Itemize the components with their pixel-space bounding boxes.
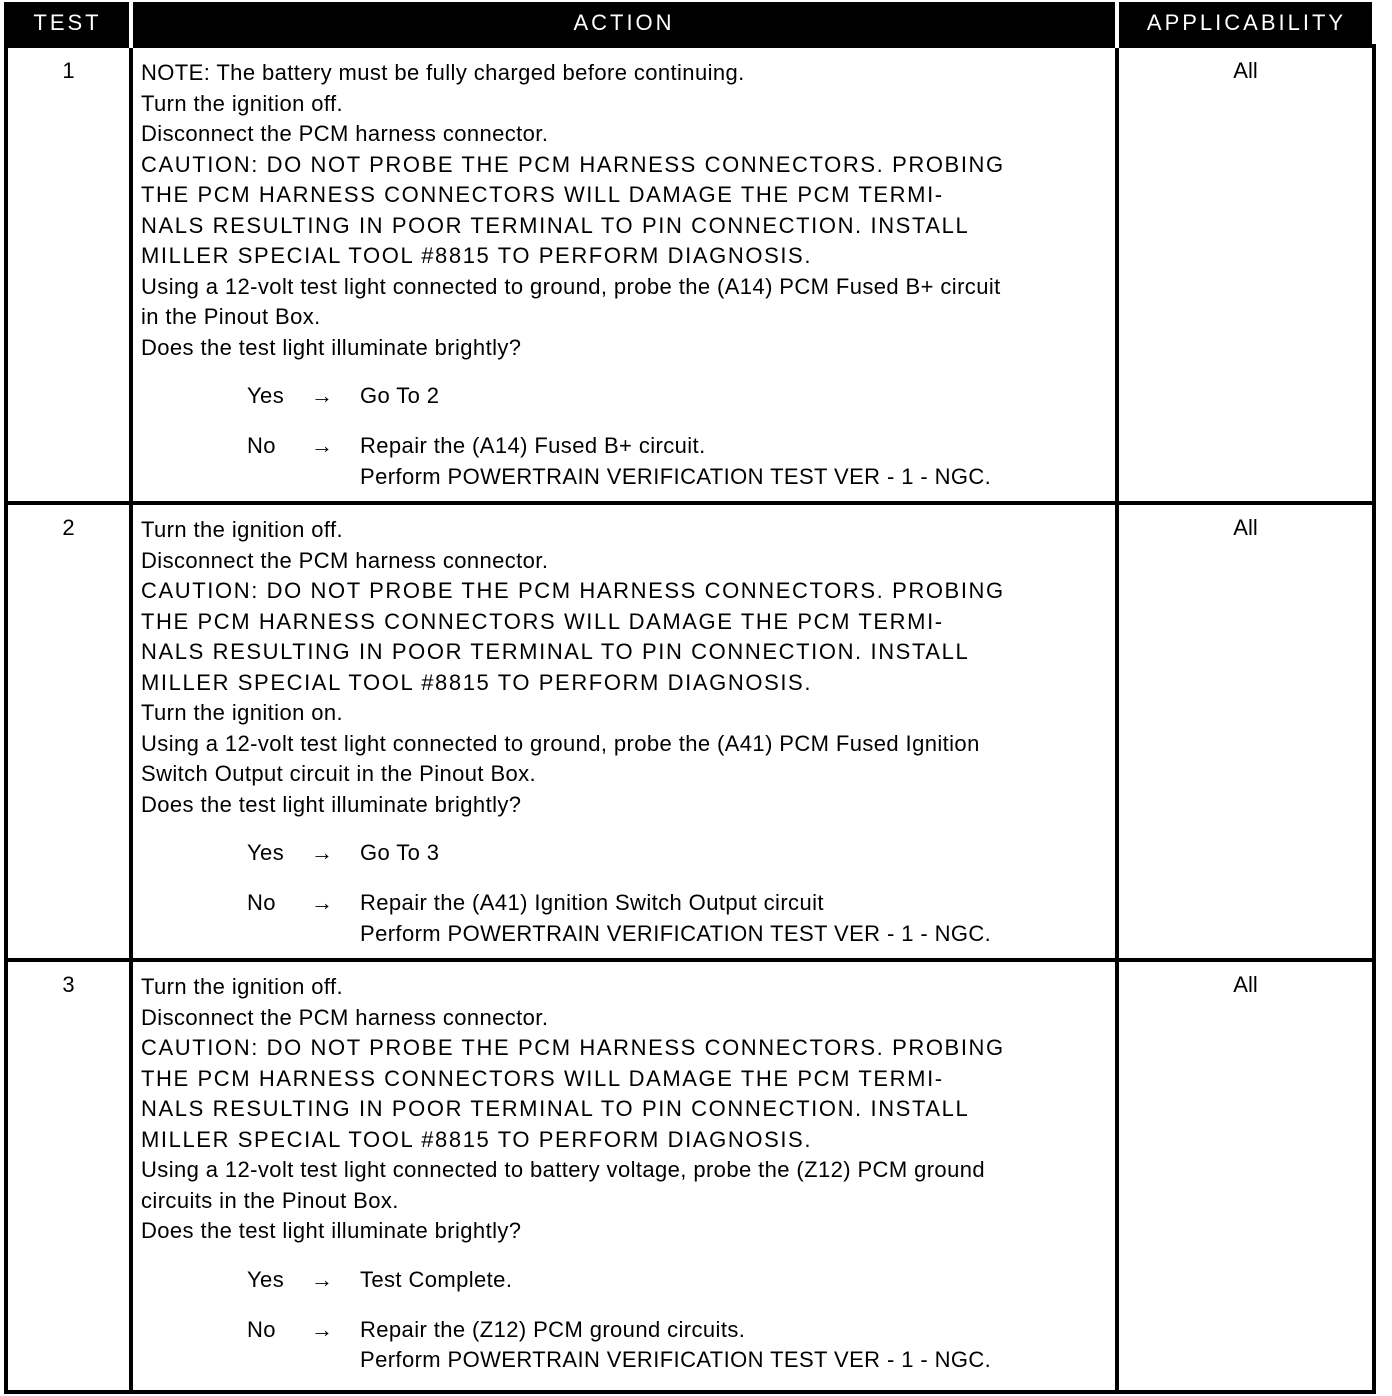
- yes-label: Yes: [247, 383, 285, 408]
- no-label: No: [247, 1316, 276, 1342]
- arrow-icon: →: [311, 890, 334, 915]
- no-result-line: Perform POWERTRAIN VERIFICATION TEST VER - 1 - NGC.: [360, 1347, 992, 1372]
- action-line: Turn the ignition on.: [141, 700, 344, 725]
- table-body: [6, 46, 1374, 1392]
- header-applicability: APPLICABILITY: [1117, 2, 1374, 46]
- action-line: Does the test light illuminate brightly?: [141, 791, 522, 817]
- test-number: 2: [6, 503, 131, 960]
- no-result-line: Perform POWERTRAIN VERIFICATION TEST VER - 1 - NGC.: [360, 463, 992, 489]
- action-cell: [131, 46, 1117, 503]
- action-line: Disconnect the PCM harness connector.: [141, 1004, 549, 1030]
- action-line: Turn the ignition off.: [141, 974, 344, 999]
- table-row: [6, 46, 1374, 503]
- applicability-cell: All: [1117, 503, 1374, 960]
- caution-line: NALS RESULTING IN POOR TERMINAL TO PIN CONNECTION. INSTALL: [141, 639, 970, 664]
- yes-branch: [141, 1265, 1107, 1315]
- yes-label: Yes: [247, 1266, 285, 1292]
- no-result-line: Perform POWERTRAIN VERIFICATION TEST VER - 1 - NGC.: [360, 920, 992, 946]
- no-branch: [141, 1315, 1107, 1377]
- no-result: [360, 1315, 991, 1376]
- yes-result: Go To 2: [360, 383, 440, 408]
- yes-branch: [141, 381, 1107, 431]
- caution-line: CAUTION: DO NOT PROBE THE PCM HARNESS CONNECTORS. PROBING: [141, 151, 1005, 177]
- action-line: Does the test light illuminate brightly?: [141, 1218, 522, 1243]
- yes-label: Yes: [247, 840, 285, 865]
- action-line: Using a 12-volt test light connected to ground, probe the (A14) PCM Fused B+ circuit: [141, 273, 1001, 299]
- action-cell: [131, 503, 1117, 960]
- header-action: ACTION: [131, 2, 1117, 46]
- caution-line: NALS RESULTING IN POOR TERMINAL TO PIN CONNECTION. INSTALL: [141, 212, 970, 238]
- no-result-line: Repair the (Z12) PCM ground circuits.: [360, 1316, 746, 1342]
- action-line: in the Pinout Box.: [141, 304, 321, 329]
- action-line: Turn the ignition off.: [141, 517, 344, 542]
- caution-line: CAUTION: DO NOT PROBE THE PCM HARNESS CONNECTORS. PROBING: [141, 1035, 1005, 1060]
- action-line: Turn the ignition off.: [141, 90, 344, 116]
- test-number: 1: [6, 46, 131, 503]
- table-header: [6, 2, 1374, 46]
- applicability-cell: All: [1117, 46, 1374, 503]
- diagnostic-test-table: [4, 2, 1376, 1394]
- action-line: Using a 12-volt test light connected to ground, probe the (A41) PCM Fused Ignition: [141, 730, 980, 756]
- test-number: 3: [6, 960, 131, 1392]
- no-label: No: [247, 433, 276, 458]
- action-line: Switch Output circuit in the Pinout Box.: [141, 761, 537, 786]
- caution-line: THE PCM HARNESS CONNECTORS WILL DAMAGE THE PCM TERMI-: [141, 182, 944, 207]
- action-cell: [131, 960, 1117, 1392]
- table-row: [6, 960, 1374, 1392]
- no-branch: [141, 888, 1107, 950]
- action-line: circuits in the Pinout Box.: [141, 1187, 399, 1213]
- yes-branch: [141, 838, 1107, 888]
- no-result-line: Repair the (A41) Ignition Switch Output circuit: [360, 890, 824, 915]
- no-result: [360, 888, 991, 949]
- arrow-icon: →: [311, 433, 334, 458]
- yes-result: Go To 3: [360, 840, 440, 865]
- action-line: Disconnect the PCM harness connector.: [141, 121, 549, 146]
- arrow-icon: →: [311, 840, 334, 865]
- diagnostic-table-frame: [4, 2, 1372, 1390]
- action-line: Disconnect the PCM harness connector.: [141, 547, 549, 573]
- arrow-icon: →: [311, 1266, 334, 1292]
- no-branch: [141, 431, 1107, 493]
- caution-line: NALS RESULTING IN POOR TERMINAL TO PIN CONNECTION. INSTALL: [141, 1096, 970, 1121]
- caution-line: MILLER SPECIAL TOOL #8815 TO PERFORM DIAGNOSIS.: [141, 1126, 813, 1152]
- caution-line: MILLER SPECIAL TOOL #8815 TO PERFORM DIAGNOSIS.: [141, 243, 813, 268]
- caution-line: MILLER SPECIAL TOOL #8815 TO PERFORM DIAGNOSIS.: [141, 669, 813, 695]
- caution-line: THE PCM HARNESS CONNECTORS WILL DAMAGE THE PCM TERMI-: [141, 1065, 944, 1091]
- header-test: TEST: [33, 10, 102, 35]
- caution-line: CAUTION: DO NOT PROBE THE PCM HARNESS CONNECTORS. PROBING: [141, 578, 1005, 603]
- action-line: Does the test light illuminate brightly?: [141, 334, 522, 360]
- action-line: NOTE: The battery must be fully charged before continuing.: [141, 60, 745, 85]
- no-result: [360, 431, 991, 492]
- yes-result: Test Complete.: [360, 1266, 513, 1292]
- arrow-icon: →: [311, 1316, 334, 1342]
- action-line: Using a 12-volt test light connected to battery voltage, probe the (Z12) PCM ground: [141, 1157, 985, 1182]
- no-label: No: [247, 890, 276, 915]
- caution-line: THE PCM HARNESS CONNECTORS WILL DAMAGE THE PCM TERMI-: [141, 608, 944, 634]
- table-row: [6, 503, 1374, 960]
- applicability-cell: All: [1117, 960, 1374, 1392]
- arrow-icon: →: [311, 383, 334, 408]
- no-result-line: Repair the (A14) Fused B+ circuit.: [360, 433, 706, 458]
